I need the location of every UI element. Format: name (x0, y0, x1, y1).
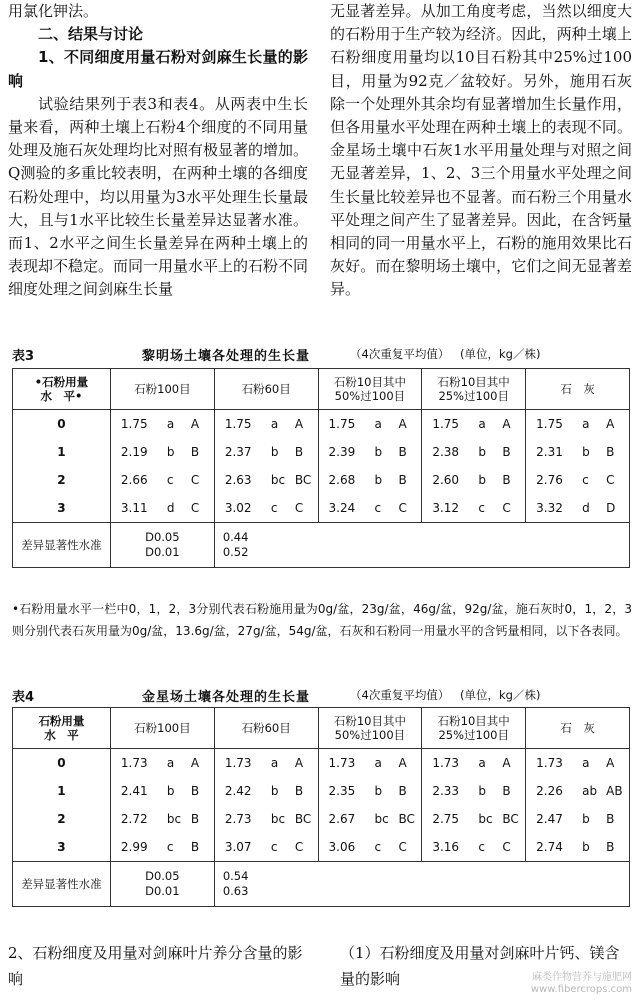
sig-letter-001: B (502, 784, 511, 798)
table4-column-header: 石粉10目其中 25%过100目 (422, 708, 526, 749)
subsection-heading-1: 1、不同细度用量石粉对剑麻生长量的影响 (8, 48, 308, 90)
sig-letter-005: a (374, 417, 382, 431)
sig-letter-005: a (374, 756, 382, 770)
growth-value: 3.16 (432, 840, 460, 854)
growth-value: 2.63 (224, 473, 252, 487)
sig-letter-001: B (502, 473, 511, 487)
table4-cell (318, 749, 422, 778)
sig-letter-005: b (166, 784, 175, 798)
sig-letter-005: a (582, 417, 590, 431)
table4-cell (214, 777, 318, 805)
sig-level-005: D0.05 (145, 530, 180, 544)
sig-letter-005: b (166, 445, 175, 459)
table4-cell (110, 777, 214, 805)
sig-value-005: 0.54 (222, 869, 249, 883)
growth-value: 1.75 (536, 417, 563, 431)
growth-value: 2.37 (224, 445, 252, 459)
table4-significance-row (13, 862, 630, 907)
sig-letter-001: B (190, 445, 200, 459)
sig-letter-005: b (478, 445, 486, 459)
sig-letter-001: A (502, 417, 511, 431)
table4-row (13, 777, 630, 805)
growth-value: 2.31 (536, 445, 563, 459)
table3-caption (12, 343, 632, 365)
growth-value: 1.75 (120, 417, 148, 431)
sig-letter-005: a (166, 756, 175, 770)
table4-caption (12, 684, 632, 706)
sig-letter-005: bc (478, 812, 493, 826)
table3-significance-row (13, 523, 630, 568)
table3-cell (422, 494, 526, 523)
sig-letter-005: b (582, 840, 590, 854)
sig-letter-001: B (190, 840, 200, 854)
table3-cell (214, 438, 318, 466)
table3-row (13, 438, 630, 466)
table3-cell (214, 466, 318, 494)
sig-level-005: D0.05 (145, 869, 180, 883)
subsection-heading-2: 2、石粉细度及用量对剑麻叶片养分含量的影响 (8, 944, 303, 988)
sig-letter-001: C (190, 501, 200, 515)
table3-number: 表3 (12, 349, 35, 364)
sig-letter-001: B (190, 812, 200, 826)
sig-letter-001: A (606, 417, 615, 431)
table4-title: 金星场土壤各处理的生长量 (142, 690, 311, 705)
growth-value: 2.47 (536, 812, 563, 826)
table4-cell (422, 833, 526, 862)
growth-value: 1.75 (328, 417, 356, 431)
sig-letter-005: c (582, 473, 589, 487)
sig-letter-005: d (166, 501, 175, 515)
sig-letter-005: a (478, 756, 486, 770)
table3-cell (110, 466, 214, 494)
sig-letter-005: a (478, 417, 486, 431)
sig-letter-005: b (374, 473, 383, 487)
growth-value: 1.73 (536, 756, 563, 770)
table3-row (13, 466, 630, 494)
table3-cell (422, 466, 526, 494)
growth-value: 3.12 (432, 501, 460, 515)
sig-letter-005: a (582, 756, 590, 770)
growth-value: 2.35 (328, 784, 356, 798)
growth-value: 2.38 (432, 445, 460, 459)
sig-letter-001: B (606, 840, 615, 854)
table3-cell (110, 438, 214, 466)
table3-header-row (13, 369, 630, 410)
growth-value: 2.42 (224, 784, 252, 798)
table3-cell (110, 410, 214, 439)
table4-cell (214, 805, 318, 833)
table3-title: 黎明场土壤各处理的生长量 (142, 349, 311, 364)
table4-cell (318, 833, 422, 862)
table3 (12, 368, 630, 568)
table3-cell (526, 438, 630, 466)
table3-cell (214, 494, 318, 523)
table3-cell (318, 466, 422, 494)
table4-row-level: 1 (13, 777, 111, 805)
left-paragraph-2: 试验结果列于表3和表4。从两表中生长量来看，两种土壤上石粉4个细度的不同用量处理及施石灰处理均比对照有极显著的增加。Q测验的多重比较表明，在两种土壤的各细度石粉处理中，均以用量为3水平处理生长量最大，且与1水平比较生长量差异达显著水准。而1、2水平之间生长量差异在两种土壤上的表现却不稳定。而同一用量水平上的石粉不同细度处理之间剑麻生长量 (8, 94, 309, 299)
table3-sig-levels (110, 523, 214, 568)
left-paragraph-1: 用氯化钾法。 (8, 2, 99, 20)
sig-letter-001: B (502, 445, 511, 459)
sig-letter-001: BC (294, 812, 312, 826)
growth-value: 2.60 (432, 473, 460, 487)
table3-cell (526, 410, 630, 439)
table4-sig-levels (110, 862, 214, 907)
table3-corner-header: •石粉用量 水 平• (13, 369, 111, 410)
sig-letter-001: C (502, 840, 511, 854)
growth-value: 3.32 (536, 501, 563, 515)
table4-column-header: 石粉60目 (214, 708, 318, 749)
sig-letter-005: bc (270, 812, 286, 826)
sig-letter-005: c (374, 501, 382, 515)
growth-value: 2.19 (120, 445, 148, 459)
table3-cell (526, 494, 630, 523)
sig-letter-005: b (270, 445, 279, 459)
sig-letter-001: A (398, 417, 407, 431)
sig-letter-001: BC (294, 473, 312, 487)
table4-sig-values (214, 862, 629, 907)
table4-header-row (13, 708, 630, 749)
sig-letter-005: a (166, 417, 175, 431)
growth-value: 3.07 (224, 840, 252, 854)
table4-row (13, 749, 630, 778)
table4-cell (422, 749, 526, 778)
table3-unit: (单位，kg／株) (460, 347, 541, 361)
right-paragraph-1: 无显著差异。从加工角度考虑，当然以细度大的石粉用于生产较为经济。因此，两种土壤上石粉细度用量均以10目石粉其中25%过100目，用量为92克／盆较好。另外，施用石灰除一个处理外其余均有显著增加生长量作用，但各用量水平处理在两种土壤上的表现不同。金星场土壤中石灰1水平用量处理与对照之间无显著差异，1、2、3三个用量水平处理之间生长量比较差异也不显著。而石粉三个用量水平处理之间产生了显著差异。因此，在含钙量相同的同一用量水平上，石粉的施用效果比石灰好。而在黎明场土壤中，它们之间无显著差异。 (330, 2, 632, 299)
sig-letter-001: A (294, 417, 304, 431)
sig-letter-001: BC (502, 812, 519, 826)
sig-letter-005: b (478, 473, 486, 487)
table4-row (13, 833, 630, 862)
sig-letter-005: c (374, 840, 382, 854)
sig-letter-005: b (582, 445, 590, 459)
sig-level-001: D0.01 (145, 545, 180, 559)
right-text-column (330, 0, 632, 302)
sig-letter-001: B (606, 812, 615, 826)
table4 (12, 707, 630, 907)
table4-cell (110, 833, 214, 862)
sig-letter-001: B (190, 784, 200, 798)
table3-cell (110, 494, 214, 523)
sig-value-005: 0.44 (222, 530, 249, 544)
watermark-line2: www.fibercrops.com (530, 984, 632, 995)
sig-letter-005: bc (374, 812, 389, 826)
growth-value: 2.99 (120, 840, 148, 854)
table4-cell (318, 777, 422, 805)
table4-cell (110, 749, 214, 778)
sig-letter-001: A (606, 756, 615, 770)
table3-sig-label: 差异显著性水准 (13, 523, 111, 568)
growth-value: 1.75 (224, 417, 252, 431)
sig-letter-005: ab (582, 784, 598, 798)
sig-letter-001: B (294, 445, 304, 459)
growth-value: 2.75 (432, 812, 460, 826)
sig-letter-001: C (294, 840, 304, 854)
growth-value: 1.73 (432, 756, 460, 770)
table3-cell (526, 466, 630, 494)
table3-column-header: 石 灰 (526, 369, 630, 410)
sig-letter-001: BC (398, 812, 415, 826)
table3-cell (422, 438, 526, 466)
table4-cell (422, 777, 526, 805)
table3-cell (422, 410, 526, 439)
growth-value: 2.76 (536, 473, 563, 487)
table4-unit: (单位，kg／株) (460, 688, 541, 702)
table4-cell (422, 805, 526, 833)
sig-letter-005: d (582, 501, 590, 515)
subsection-heading-2-1: （1）石粉细度及用量对剑麻叶片钙、镁含量的影响 (340, 944, 620, 988)
sig-letter-005: c (270, 840, 278, 854)
sig-letter-001: C (398, 840, 407, 854)
sig-letter-005: c (166, 840, 174, 854)
table3-row-level: 0 (13, 410, 111, 439)
growth-value: 3.24 (328, 501, 356, 515)
sig-letter-001: A (190, 756, 200, 770)
table3-column-header: 石粉10目其中 50%过100目 (318, 369, 422, 410)
growth-value: 2.67 (328, 812, 356, 826)
table4-cell (110, 805, 214, 833)
sig-letter-005: c (166, 473, 174, 487)
sig-letter-001: A (190, 417, 200, 431)
sig-letter-001: D (606, 501, 616, 515)
table3-note: （4次重复平均值） (350, 347, 450, 361)
sig-letter-001: B (398, 473, 407, 487)
table3-sig-values (214, 523, 629, 568)
table3-column-header: 石粉60目 (214, 369, 318, 410)
growth-value: 1.73 (120, 756, 148, 770)
left-text-column (8, 0, 308, 302)
sig-letter-001: A (398, 756, 407, 770)
table4-number: 表4 (12, 690, 35, 705)
table3-cell (318, 410, 422, 439)
table3-cell (318, 494, 422, 523)
sig-letter-001: AB (606, 784, 623, 798)
sig-letter-005: a (270, 417, 279, 431)
table3-row (13, 410, 630, 439)
watermark-line1: 麻类作物营养与施肥网 (532, 972, 632, 983)
sig-value-001: 0.52 (222, 545, 249, 559)
sig-letter-001: C (398, 501, 407, 515)
table4-corner-header: 石粉用量 水 平 (13, 708, 111, 749)
table4-row-level: 0 (13, 749, 111, 778)
sig-letter-001: B (606, 445, 615, 459)
sig-letter-005: b (374, 445, 383, 459)
table3-cell (214, 410, 318, 439)
sig-letter-001: B (294, 784, 304, 798)
sig-letter-005: b (270, 784, 279, 798)
table3-row-level: 2 (13, 466, 111, 494)
table3-row (13, 494, 630, 523)
table4-cell (526, 805, 630, 833)
table4-row (13, 805, 630, 833)
sig-letter-001: C (190, 473, 200, 487)
sig-letter-001: B (398, 784, 407, 798)
sig-letter-001: B (398, 445, 407, 459)
sig-letter-005: c (478, 840, 485, 854)
table4-sig-label: 差异显著性水准 (13, 862, 111, 907)
table4-column-header: 石粉100目 (110, 708, 214, 749)
table4-column-header: 石粉10目其中 50%过100目 (318, 708, 422, 749)
table4-column-header: 石 灰 (526, 708, 630, 749)
sig-letter-005: b (478, 784, 486, 798)
watermark (531, 972, 632, 996)
sig-letter-001: A (502, 756, 511, 770)
growth-value: 3.06 (328, 840, 356, 854)
growth-value: 2.33 (432, 784, 460, 798)
growth-value: 2.66 (120, 473, 148, 487)
table4-cell (214, 833, 318, 862)
table4-cell (526, 833, 630, 862)
table3-row-level: 3 (13, 494, 111, 523)
sig-letter-001: C (502, 501, 511, 515)
sig-value-001: 0.63 (222, 884, 249, 898)
sig-letter-001: A (294, 756, 304, 770)
table3-footnote: •石粉用量水平一栏中0，1，2，3分别代表石粉施用量为0g/盆，23g/盆，46g/盆，92g/盆，施石灰时0，1，2，3则分别代表石灰用量为0g/盆，13.6g/盆，27g/盆，54g/盆，石灰和石粉同一用量水平的含钙量相同，以下各表同。 (12, 602, 632, 638)
sig-letter-005: a (270, 756, 279, 770)
growth-value: 1.73 (224, 756, 252, 770)
growth-value: 2.41 (120, 784, 148, 798)
growth-value: 2.39 (328, 445, 356, 459)
table3-cell (318, 438, 422, 466)
growth-value: 1.75 (432, 417, 460, 431)
table4-cell (526, 749, 630, 778)
table4-note: （4次重复平均值） (350, 688, 450, 702)
sig-letter-001: C (606, 473, 615, 487)
table4-cell (318, 805, 422, 833)
sig-letter-005: c (478, 501, 485, 515)
growth-value: 3.02 (224, 501, 252, 515)
table4-cell (214, 749, 318, 778)
growth-value: 3.11 (120, 501, 148, 515)
table3-column-header: 石粉10目其中 25%过100目 (422, 369, 526, 410)
table4-row-level: 2 (13, 805, 111, 833)
growth-value: 2.72 (120, 812, 148, 826)
sig-letter-005: bc (166, 812, 182, 826)
growth-value: 2.68 (328, 473, 356, 487)
table3-column-header: 石粉100目 (110, 369, 214, 410)
growth-value: 2.26 (536, 784, 563, 798)
table3-row-level: 1 (13, 438, 111, 466)
sig-letter-001: C (294, 501, 304, 515)
growth-value: 1.73 (328, 756, 356, 770)
sig-letter-005: b (374, 784, 383, 798)
sig-letter-005: bc (270, 473, 286, 487)
section-heading-results: 二、结果与讨论 (38, 25, 144, 44)
sig-level-001: D0.01 (145, 884, 180, 898)
table4-row-level: 3 (13, 833, 111, 862)
growth-value: 2.74 (536, 840, 563, 854)
growth-value: 2.73 (224, 812, 252, 826)
table4-cell (526, 777, 630, 805)
sig-letter-005: c (270, 501, 278, 515)
sig-letter-005: b (582, 812, 590, 826)
